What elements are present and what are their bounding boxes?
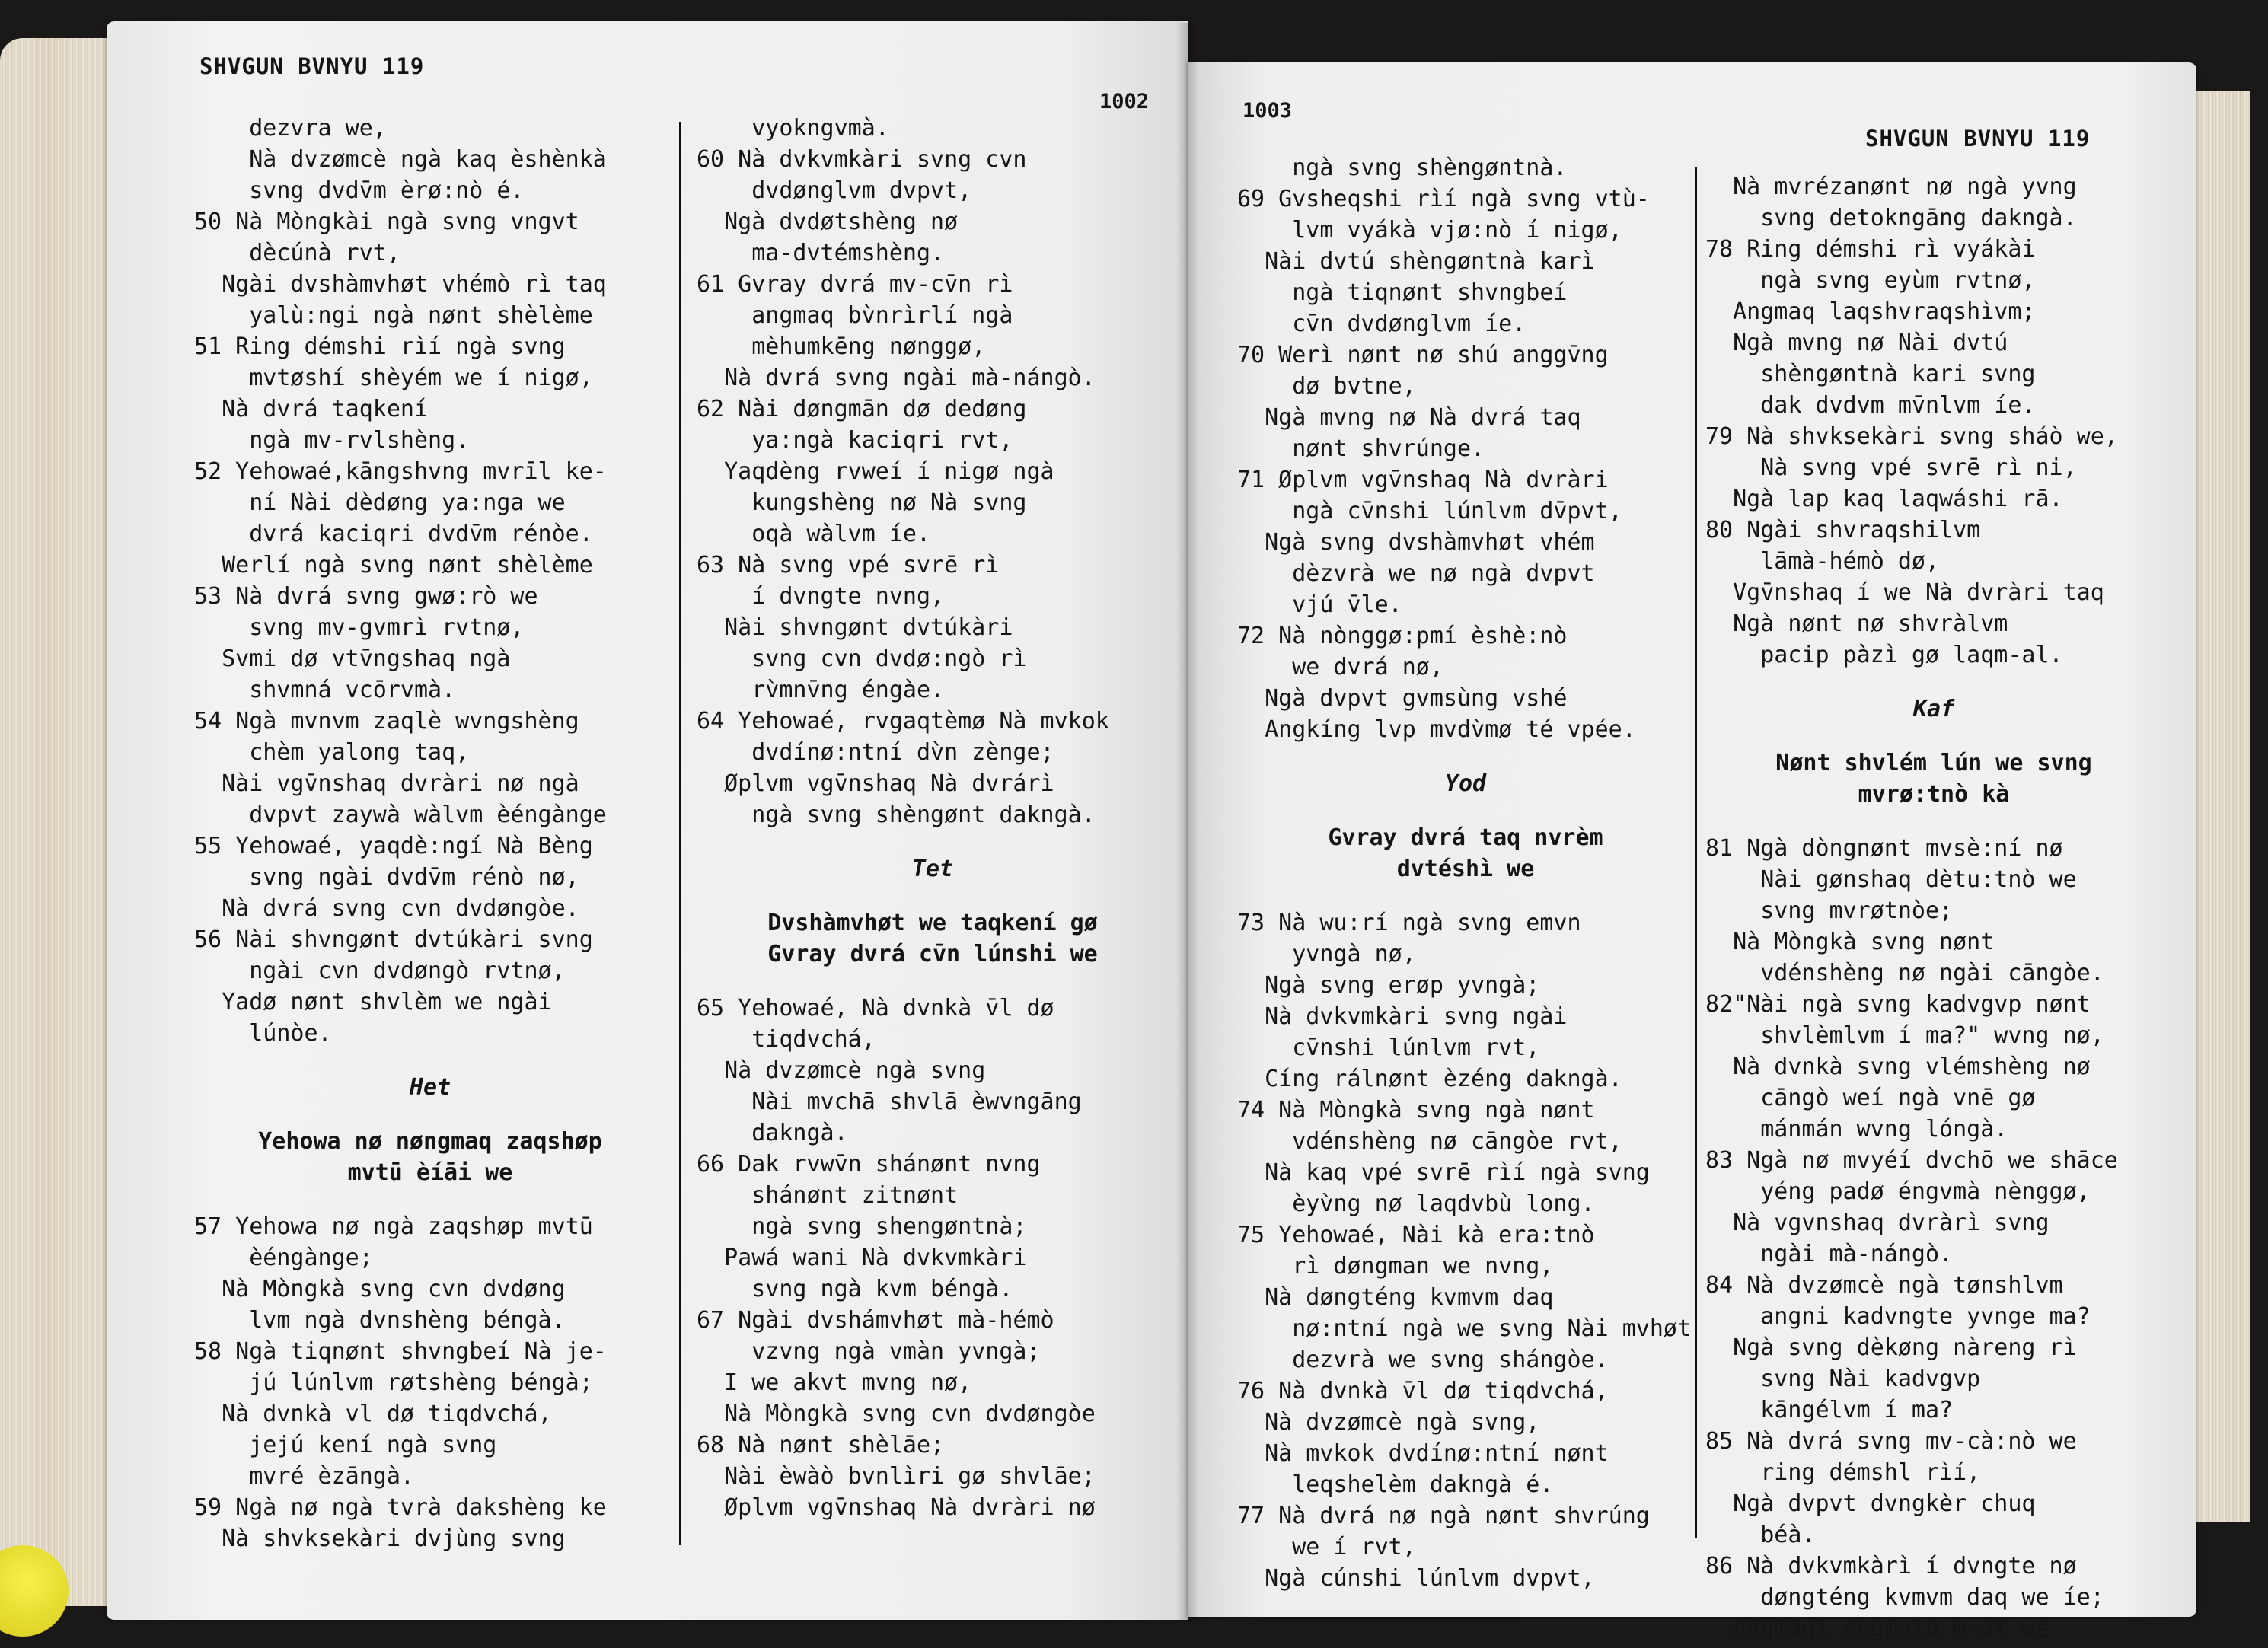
verse-line: lāmà-hémò dø, xyxy=(1705,548,1940,575)
verse-line: dakngà. xyxy=(697,1120,848,1146)
verse-line: Ngà mvng nø Nà dvrá taq xyxy=(1237,404,1581,431)
verse-line: I we akvt mvng nø, xyxy=(697,1369,972,1396)
verse-line: ngà tiqnønt shvngbeí xyxy=(1237,279,1568,306)
verse-line: we í rvt, xyxy=(1237,1534,1416,1560)
verse-line: 57 Yehowa nø ngà zaqshøp mvtū xyxy=(194,1213,593,1240)
left-page-column-1 xyxy=(194,113,666,1554)
verse-line: Nài mvchā shvlā èwvngāng xyxy=(697,1089,1082,1115)
section-letter-heading: Het xyxy=(409,1074,451,1101)
verse-line: vjú v̄le. xyxy=(1237,591,1402,618)
line-spacer xyxy=(1237,745,1694,768)
verse-line: kungshèng nø Nà svng xyxy=(697,489,1027,516)
verse-line: ring démshl rìí, xyxy=(1705,1459,1981,1486)
verse-line: Nà døngténg kvmvm daq xyxy=(1237,1284,1554,1311)
verse-line: nø:ntní ngà we svng Nài mvhøt xyxy=(1237,1315,1692,1342)
verse-line: Angmaq laqshvraqshìvm; xyxy=(1705,298,2036,325)
right-page-column-1 xyxy=(1237,152,1694,1594)
left-page-header: SHVGUN BVNYU 119 xyxy=(199,53,425,79)
verse-line: vdénshèng nø cāngòe rvt, xyxy=(1237,1128,1622,1155)
verse-line: ma-dvtémshèng. xyxy=(697,240,945,266)
page-stack-left-edge xyxy=(0,38,114,1606)
verse-line: ngà cv̄nshi lúnlvm dv̄pvt, xyxy=(1237,498,1622,524)
verse-line: shánønt zitnønt xyxy=(697,1182,959,1209)
verse-line: ngà svng eyùm rvtnø, xyxy=(1705,267,2036,294)
verse-line: Nà Mòngkà svng nønt xyxy=(1705,929,1995,955)
verse-line: dècúnà rvt, xyxy=(194,240,400,266)
verse-line: Yadø nønt shvlèm we ngài xyxy=(194,989,552,1015)
section-title: Dvshàmvhøt we taqkení gø xyxy=(767,910,1098,936)
verse-line: Nà Mòngkà svng cvn dvdøng xyxy=(194,1276,566,1302)
verse-line: Ngà lap kaq laqwáshi rā. xyxy=(1705,486,2063,512)
verse-line: Ngà svng erøp yvngà; xyxy=(1237,972,1540,999)
verse-line: 72 Nà nònggø:pmí èshè:nò xyxy=(1237,623,1568,649)
verse-line: we dvrá nø, xyxy=(1237,654,1443,681)
verse-line: Nà dvzømcè ngà kaq èshènkà xyxy=(194,146,607,173)
section-title: Nønt shvlém lún we svng xyxy=(1775,750,2092,776)
verse-line: Ngà dvpvt gvmsùng vshé xyxy=(1237,685,1568,712)
verse-line: Øplvm vgv̄nshaq Nà dvrárì xyxy=(697,770,1054,797)
verse-line: Nà dvrá svng ngài mà-nángò. xyxy=(697,365,1096,391)
right-page-number: 1003 xyxy=(1242,99,1293,123)
line-spacer xyxy=(194,1103,666,1126)
verse-line: svng detokngāng dakngà. xyxy=(1705,205,2077,231)
verse-line: béà. xyxy=(1705,1522,1816,1548)
verse-line: lvm ngà dvnshèng béngà. xyxy=(194,1307,566,1334)
verse-line: ngà svng shèngøntnà. xyxy=(1237,155,1568,181)
verse-line: 61 Gvray dvrá mv-cv̄n rì xyxy=(697,271,1013,298)
verse-line: vzvng ngà vmàn yvngà; xyxy=(697,1338,1041,1365)
verse-line: cāngò weí ngà vnē gø xyxy=(1705,1085,2036,1111)
verse-line: ní Nài dèdøng ya:nga we xyxy=(194,489,566,516)
verse-line: 65 Yehowaé, Nà dvnkà v̄l dø xyxy=(697,995,1054,1022)
verse-line: angni kadvngte yvnge ma? xyxy=(1705,1303,2091,1330)
left-page-column-rule xyxy=(679,122,681,1545)
verse-line: cv̄n dvdønglvm íe. xyxy=(1237,311,1526,337)
verse-line: 55 Yehowaé, yaqdè:ngí Nà Bèng xyxy=(194,833,593,859)
verse-line: Nà shvksekàri dvjùng svng xyxy=(194,1525,566,1552)
verse-line: ngà svng shèngønt dakngà. xyxy=(697,802,1096,828)
verse-line: yvngà nø, xyxy=(1237,941,1416,967)
line-spacer xyxy=(1705,671,2162,693)
verse-line: angmaq bv̀nrìrlí ngà xyxy=(697,302,1013,329)
verse-line: 66 Dak rvwv̄n shánønt nvng xyxy=(697,1151,1041,1178)
verse-line: 84 Nà dvzømcè ngà tønshlvm xyxy=(1705,1272,2063,1299)
verse-line: 83 Ngà nø mvyéí dvchō we shāce xyxy=(1705,1147,2118,1174)
verse-line: Nà dvzømcè ngà svng, xyxy=(1237,1409,1540,1436)
verse-line: 62 Nài døngmān dø dedøng xyxy=(697,396,1027,422)
verse-line: Nà mvrézanønt nø ngà yvng xyxy=(1705,174,2077,200)
verse-line: 71 Øplvm vgv̄nshaq Nà dvràri xyxy=(1237,467,1609,493)
verse-line: 78 Ring démshi rì vyákài xyxy=(1705,236,2036,263)
verse-line: svng ngà kvm béngà. xyxy=(697,1276,1013,1302)
verse-line: 70 Werì nønt nø shú anggv̄ng xyxy=(1237,342,1609,368)
right-page-column-rule xyxy=(1695,167,1697,1538)
verse-line: oqà wàlvm íe. xyxy=(697,521,931,547)
section-title: mvtū èíāi we xyxy=(347,1159,513,1186)
section-title: Gvray dvrá cv̄n lúnshi we xyxy=(767,941,1098,967)
verse-line: Nài èwàò bvnlìri gø shvlāe; xyxy=(697,1463,1096,1490)
verse-line: Nài shvngønt dvtúkàri xyxy=(697,614,1013,641)
verse-line: Øplvm vgv̄nshaq Nà dvràri nø xyxy=(697,1494,1096,1521)
verse-line: èyv̀ng nø laqdvbù long. xyxy=(1237,1191,1595,1217)
verse-line: yéng padø éngvmà nènggø, xyxy=(1705,1178,2091,1205)
verse-line: Nà svng vpé svrē rì ni, xyxy=(1705,454,2077,481)
verse-line: 64 Yehowaé, rvgaqtèmø Nà mvkok xyxy=(697,708,1109,735)
verse-line: Ngà svng dèkøng nàreng rì xyxy=(1705,1334,2077,1361)
verse-line: 68 Nà nønt shèlāe; xyxy=(697,1432,945,1458)
verse-line: Nà mvkok dvdínø:ntní nønt xyxy=(1237,1440,1609,1467)
verse-line: 63 Nà svng vpé svrē rì xyxy=(697,552,1000,579)
verse-line: svng mv-gvmrì rvtnø, xyxy=(194,614,525,641)
verse-line: dak dvdvm mv̄nlvm íe. xyxy=(1705,392,2036,419)
verse-line: shvlèmlvm í ma?" wvng nø, xyxy=(1705,1022,2104,1049)
verse-line: jejú kení ngà svng xyxy=(194,1432,497,1458)
verse-line: dvpvt zaywà wàlvm èéngànge xyxy=(194,802,607,828)
verse-line: Angmaqí angmvtú m-al we xyxy=(1705,1615,2049,1642)
verse-line: Nà kaq vpé svrē rìí ngà svng xyxy=(1237,1159,1650,1186)
book-gutter xyxy=(1176,23,1199,1621)
section-letter-heading: Kaf xyxy=(1912,696,1955,722)
verse-line: Nà dvnkà vl dø tiqdvchá, xyxy=(194,1401,552,1427)
verse-line: ngài mà-nángò. xyxy=(1705,1241,1954,1267)
verse-line: ya:ngà kaciqri rvt, xyxy=(697,427,1013,454)
section-letter-heading: Yod xyxy=(1444,770,1487,797)
verse-line: Ngài dvshàmvhøt vhémò rì taq xyxy=(194,271,607,298)
verse-line: dvrá kaciqri dvdv̄m rénòe. xyxy=(194,521,593,547)
verse-line: mvtøshí shèyém we í nigø, xyxy=(194,365,593,391)
verse-line: 85 Nà dvrá svng mv-cà:nò we xyxy=(1705,1428,2077,1455)
verse-line: 82"Nài ngà svng kadvgvp nønt xyxy=(1705,991,2091,1018)
verse-line: Nà dvrá svng cvn dvdøngòe. xyxy=(194,895,579,922)
verse-line: 56 Nài shvngønt dvtúkàri svng xyxy=(194,926,593,953)
verse-line: mvré èzāngà. xyxy=(194,1463,414,1490)
verse-line: vyokngvmà. xyxy=(697,115,889,142)
verse-line: 50 Nà Mòngkài ngà svng vngvt xyxy=(194,209,579,235)
verse-line: nønt shvrúnge. xyxy=(1237,435,1485,462)
section-title: mvrø:tnò kà xyxy=(1858,781,2010,808)
verse-line: 52 Yehowaé,kāngshvng mvrīl ke- xyxy=(194,458,607,485)
verse-line: dèzvrà we nø ngà dvpvt xyxy=(1237,560,1595,587)
page-stack-right-edge xyxy=(2193,91,2250,1522)
verse-line: mánmán wvng lóngà. xyxy=(1705,1116,2008,1143)
verse-line: 73 Nà wu:rí ngà svng emvn xyxy=(1237,910,1581,936)
verse-line: Nài vgv̄nshaq dvràri nø ngà xyxy=(194,770,579,797)
verse-line: 81 Ngà dòngnønt mvsè:ní nø xyxy=(1705,835,2063,862)
section-title: dvtéshì we xyxy=(1396,856,1535,882)
section-title: Gvray dvrá taq nvrèm xyxy=(1328,824,1603,851)
verse-line: døngténg kvmvm daq we íe; xyxy=(1705,1584,2104,1611)
right-page-header: SHVGUN BVNYU 119 xyxy=(1865,126,2091,151)
verse-line: 54 Ngà mvnvm zaqlè wvngshèng xyxy=(194,708,579,735)
verse-line: svng mvrøtnòe; xyxy=(1705,897,1954,924)
verse-line: 59 Ngà nø ngà tvrà dakshèng ke xyxy=(194,1494,607,1521)
verse-line: kāngélvm í ma? xyxy=(1705,1397,1954,1423)
verse-line: 75 Yehowaé, Nài kà era:tnò xyxy=(1237,1222,1595,1248)
verse-line: Nà dvkvmkàri svng ngài xyxy=(1237,1003,1568,1030)
verse-line: Nài gønshaq dètu:tnò we xyxy=(1705,866,2077,893)
verse-line: shvmná vcōrvmà. xyxy=(194,677,456,703)
line-spacer xyxy=(1705,725,2162,747)
verse-line: Werlí ngà svng nønt shèlème xyxy=(194,552,593,579)
line-spacer xyxy=(194,1188,666,1211)
verse-line: 80 Ngài shvraqshilvm xyxy=(1705,517,1981,543)
right-page-column-2 xyxy=(1705,171,2162,1644)
verse-line: dvdínø:ntní dv̀n zènge; xyxy=(697,739,1054,766)
verse-line: dvdønglvm dvpvt, xyxy=(697,177,972,204)
verse-line: Ngà dvdøtshèng nø xyxy=(697,209,959,235)
verse-line: chèm yalong taq, xyxy=(194,739,470,766)
verse-line: rv̀mnv̄ng éngàe. xyxy=(697,677,945,703)
verse-line: Nà dvrá taqkení xyxy=(194,396,429,422)
verse-line: pacip pàzì gø laqm-al. xyxy=(1705,642,2063,668)
verse-line: Ngà svng dvshàmvhøt vhém xyxy=(1237,529,1595,556)
verse-line: yalù:ngi ngà nønt shèlème xyxy=(194,302,593,329)
verse-line: Svmi dø vtv̄ngshaq ngà xyxy=(194,645,511,672)
line-spacer xyxy=(697,970,1169,993)
verse-line: ngà mv-rvlshèng. xyxy=(194,427,470,454)
verse-line: èéngànge; xyxy=(194,1245,373,1271)
verse-line: lúnòe. xyxy=(194,1020,332,1047)
verse-line: Nà dvnkà svng vlémshèng nø xyxy=(1705,1054,2091,1080)
verse-line: Ngà dvpvt dvngkèr chuq xyxy=(1705,1490,2036,1517)
verse-line: cv̄nshi lúnlvm rvt, xyxy=(1237,1034,1540,1061)
verse-line: Nà Mòngkà svng cvn dvdøngòe xyxy=(697,1401,1096,1427)
verse-line: Cíng rálnønt èzéng dakngà. xyxy=(1237,1066,1622,1092)
line-spacer xyxy=(697,885,1169,907)
verse-line: Nà dvzømcè ngà svng xyxy=(697,1057,986,1084)
verse-line: svng cvn dvdø:ngò rì xyxy=(697,645,1027,672)
verse-line: Ngà nønt nø shvràlvm xyxy=(1705,610,2008,637)
verse-line: Nài dvtú shèngøntnà karì xyxy=(1237,248,1595,275)
line-spacer xyxy=(1237,799,1694,822)
verse-line: rì døngman we nvng, xyxy=(1237,1253,1554,1280)
verse-line: 67 Ngài dvshámvhøt mà-hémò xyxy=(697,1307,1054,1334)
verse-line: 60 Nà dvkvmkàri svng cvn xyxy=(697,146,1027,173)
verse-line: Ngà mvng nø Nài dvtú xyxy=(1705,330,2008,356)
verse-line: 76 Nà dvnkà v̄l dø tiqdvchá, xyxy=(1237,1378,1609,1404)
verse-line: dezvrà we svng shángòe. xyxy=(1237,1347,1609,1373)
left-page-number: 1002 xyxy=(1099,90,1150,113)
line-spacer xyxy=(697,830,1169,853)
verse-line: Nà vgvnshaq dvràrì svng xyxy=(1705,1210,2049,1236)
verse-line: vdénshèng nø ngài cāngòe. xyxy=(1705,960,2104,987)
line-spacer xyxy=(1705,810,2162,833)
verse-line: 53 Nà dvrá svng gwø:rò we xyxy=(194,583,538,610)
verse-line: dø bvtne, xyxy=(1237,373,1416,400)
verse-line: ngài cvn dvdøngò rvtnø, xyxy=(194,958,566,984)
verse-line: í dvngte nvng, xyxy=(697,583,945,610)
verse-line: svng Nài kadvgvp xyxy=(1705,1366,1981,1392)
verse-line: Vgv̄nshaq í we Nà dvràri taq xyxy=(1705,579,2104,606)
verse-line: dezvra we, xyxy=(194,115,387,142)
verse-line: 74 Nà Mòngkà svng ngà nønt xyxy=(1237,1097,1595,1124)
left-page-column-2 xyxy=(697,113,1169,1523)
line-spacer xyxy=(194,1049,666,1072)
verse-line: 51 Ring démshi rìí ngà svng xyxy=(194,333,566,360)
verse-line: svng dvdv̄m èrø:nò é. xyxy=(194,177,525,204)
verse-line: tiqdvchá, xyxy=(697,1026,876,1053)
verse-line: Pawá wani Nà dvkvmkàri xyxy=(697,1245,1027,1271)
verse-line: lvm vyákà vjø:nò í nigø, xyxy=(1237,217,1622,244)
verse-line: Angkíng lvp mvdv̀mø té vpée. xyxy=(1237,716,1636,743)
verse-line: Yaqdèng rvweí í nigø ngà xyxy=(697,458,1054,485)
line-spacer xyxy=(1237,885,1694,907)
section-title: Yehowa nø nøngmaq zaqshøp xyxy=(258,1128,602,1155)
verse-line: ngà svng shengøntnà; xyxy=(697,1213,1027,1240)
verse-line: shèngøntnà kari svng xyxy=(1705,361,2036,387)
verse-line: 58 Ngà tiqnønt shvngbeí Nà je- xyxy=(194,1338,607,1365)
verse-line: svng ngài dvdv̄m rénò nø, xyxy=(194,864,579,891)
verse-line: Ngà cúnshi lúnlvm dvpvt, xyxy=(1237,1565,1595,1592)
verse-line: 86 Nà dvkvmkàrì í dvngte nø xyxy=(1705,1553,2077,1579)
verse-line: 69 Gvsheqshi rìí ngà svng vtù- xyxy=(1237,186,1650,212)
verse-line: mèhumkēng nønggø, xyxy=(697,333,986,360)
verse-line: 77 Nà dvrá nø ngà nønt shvrúng xyxy=(1237,1503,1650,1529)
section-letter-heading: Tet xyxy=(911,856,954,882)
verse-line: jú lúnlvm røtshèng béngà; xyxy=(194,1369,593,1396)
verse-line: 79 Nà shvksekàri svng sháò we, xyxy=(1705,423,2118,450)
verse-line: leqshelèm dakngà é. xyxy=(1237,1471,1554,1498)
